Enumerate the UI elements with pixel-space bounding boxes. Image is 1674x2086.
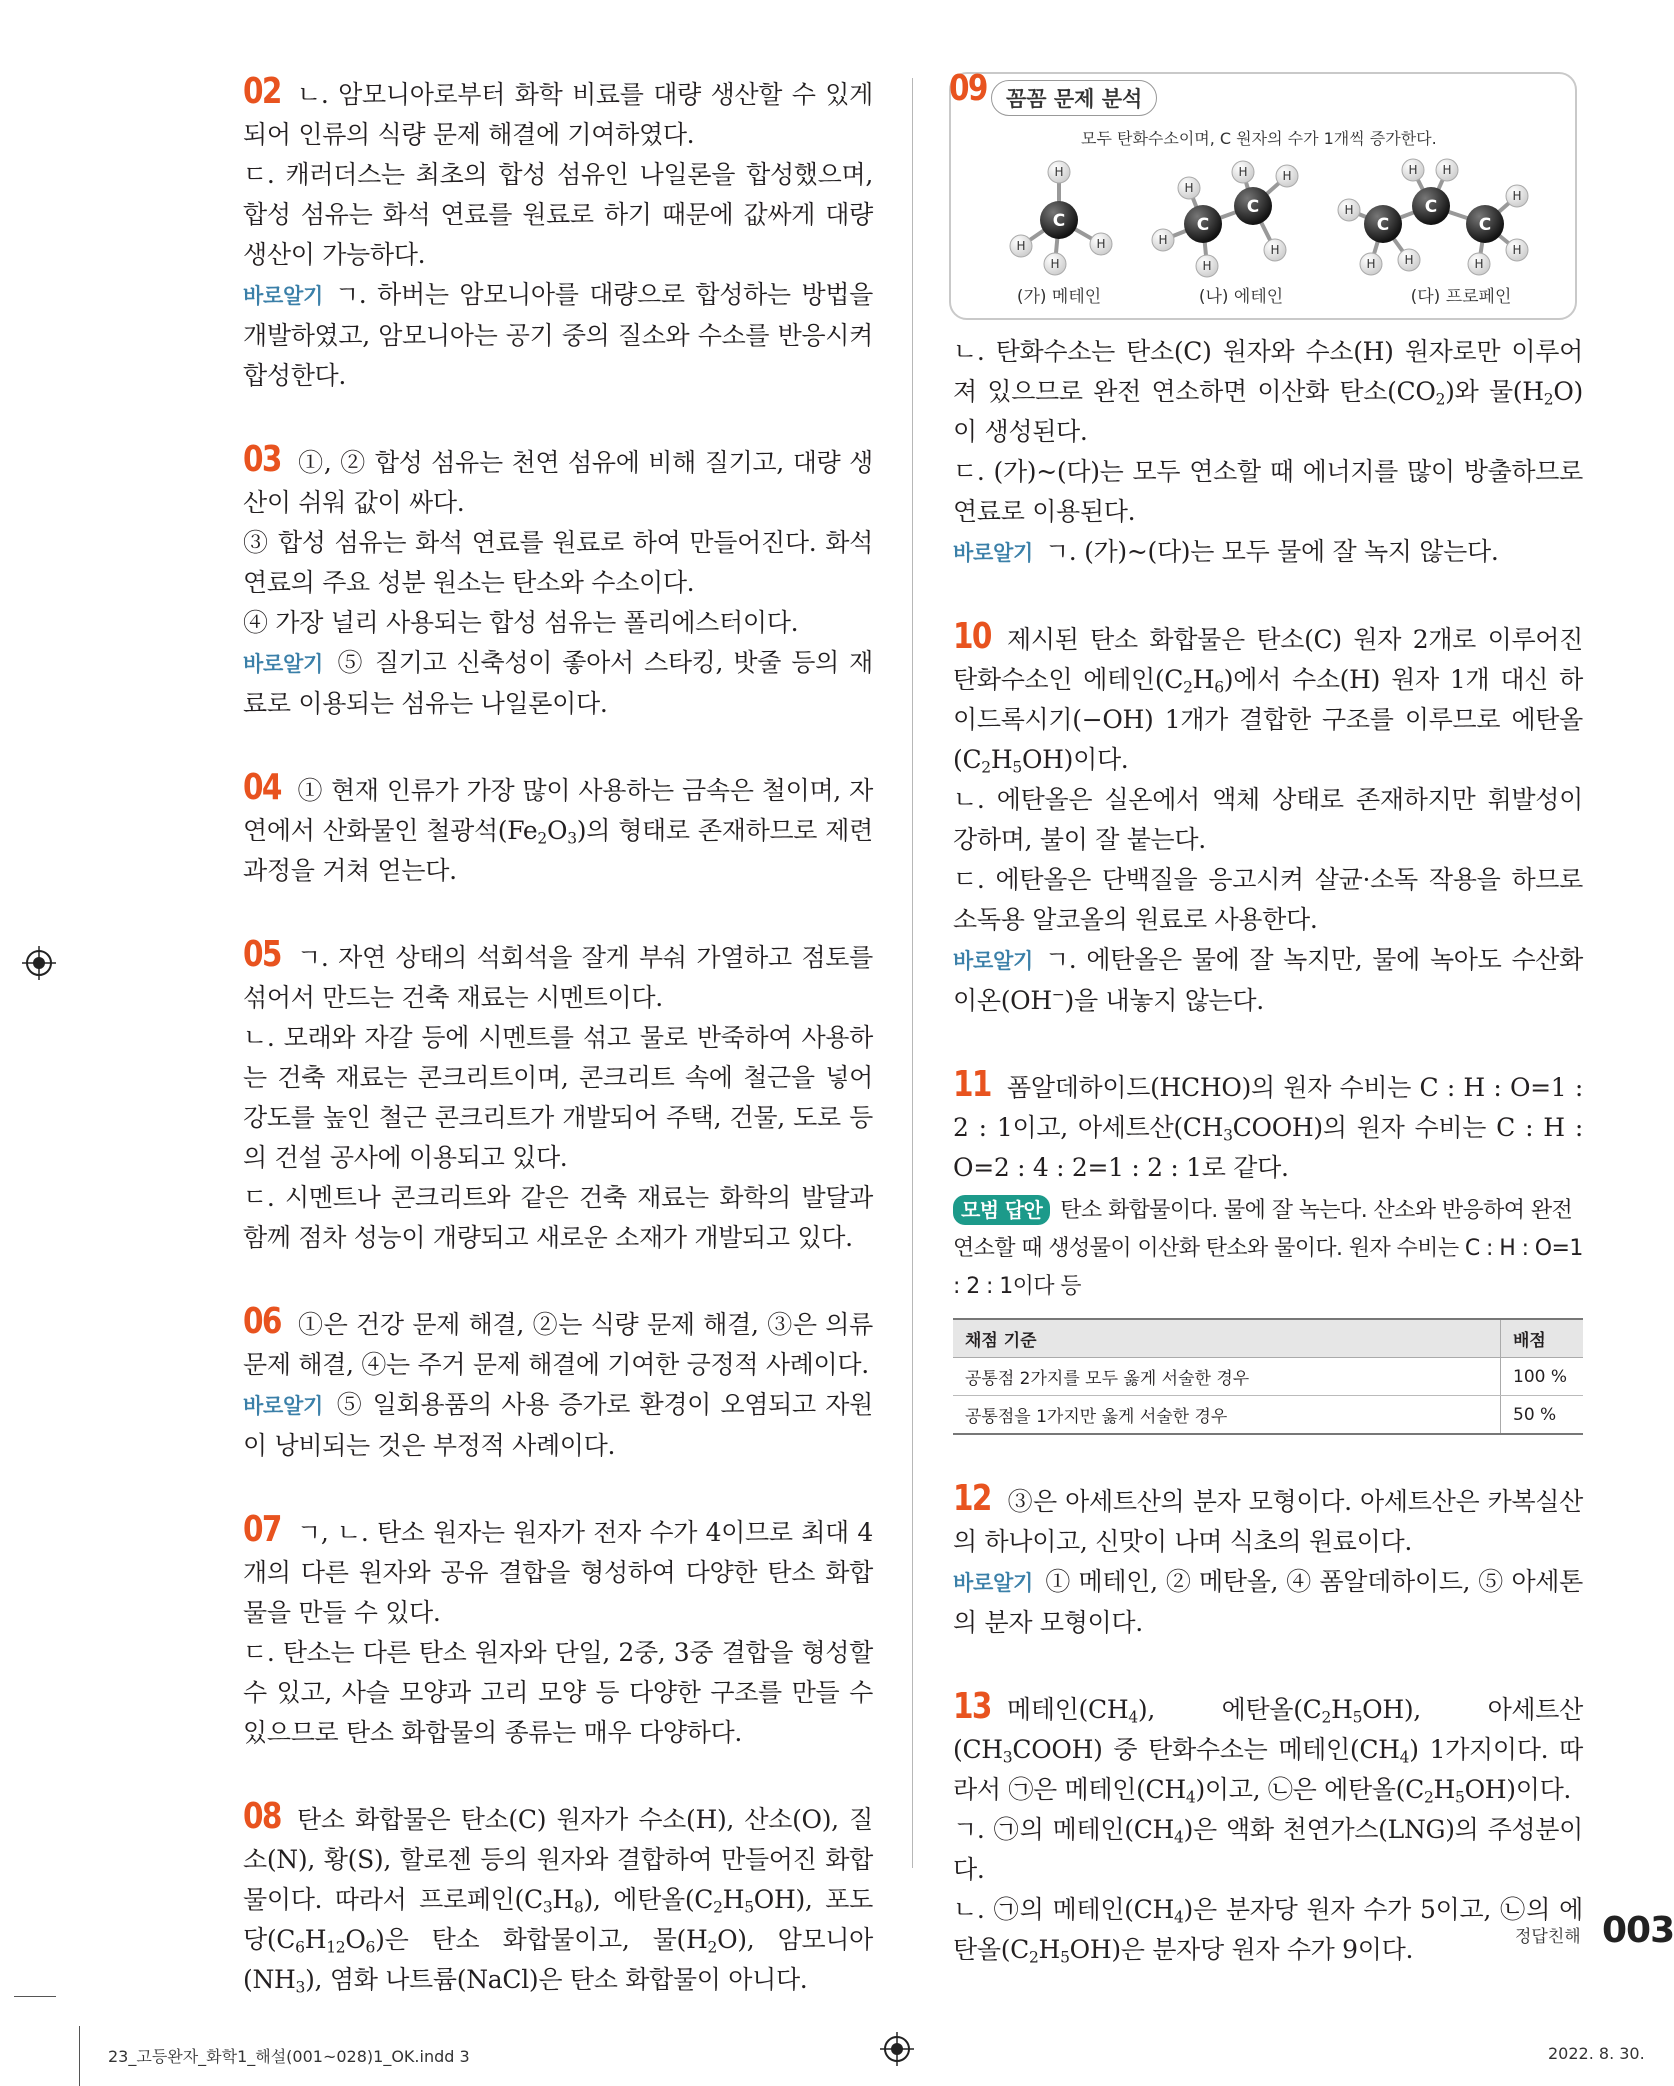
atom-label-h: H — [1202, 259, 1212, 273]
answer-05-line1 — [243, 935, 873, 1018]
answer-text: ㄷ. 탄소는 다른 탄소 원자와 단일, 2중, 3중 결합을 형성할 수 있고, 사슬 모양과 고리 모양 등 다양한 구조를 만들 수 있으므로 탄소 화합물의 종류는 매우 다양하다. — [243, 1638, 873, 1747]
subscript: 3 — [542, 1898, 553, 1917]
molecule-label-methane: (가) 메테인 — [1016, 287, 1102, 307]
answer-text: ㄴ. 암모니아로부터 화학 비료를 대량 생산할 수 있게 되어 인류의 식량 문제 해결에 기여하였다. — [243, 80, 873, 149]
answer-text: ⑤ 일회용품의 사용 증가로 환경이 오염되고 자원이 낭비되는 것은 부정적 사례이다. — [243, 1390, 873, 1460]
question-number: 03 — [243, 439, 281, 480]
molecule-label-ethane: (나) 에테인 — [1198, 287, 1284, 307]
answer-text: OH)은 분자당 원자 수가 9이다. — [1069, 1935, 1414, 1964]
answer-11 — [953, 1065, 1583, 1435]
answer-02-line1 — [243, 72, 873, 155]
subscript: 4 — [1128, 1708, 1138, 1727]
table-cell: 50 % — [1501, 1396, 1584, 1435]
answer-text: ㄱ. (가)~(다)는 모두 물에 잘 녹지 않는다. — [1044, 537, 1499, 566]
answer-13 — [953, 1687, 1583, 1970]
subscript: 3 — [295, 1978, 306, 1997]
question-number: 07 — [243, 1509, 281, 1550]
answer-06-line1 — [243, 1302, 873, 1385]
subscript: 2 — [537, 829, 547, 848]
answer-02 — [243, 72, 873, 396]
subscript: 2 — [1435, 390, 1446, 409]
question-number: 08 — [243, 1796, 281, 1837]
answer-text: H — [1038, 1935, 1061, 1964]
answer-text: )은 탄소 화합물이고, 물(H — [375, 1925, 708, 1954]
subscript: 4 — [1174, 1828, 1184, 1847]
print-file-name: 23_고등완자_화학1_해설(001~028)1_OK.indd 3 — [108, 2047, 470, 2066]
answer-06-correction — [243, 1385, 873, 1466]
answer-text: ⑤ 질기고 신축성이 좋아서 스타킹, 밧줄 등의 재료로 이용되는 섬유는 나일론이다. — [243, 648, 873, 718]
answer-text: O), 암모니아(NH — [243, 1925, 874, 1994]
question-number: 04 — [243, 767, 281, 808]
subscript: 4 — [1173, 1908, 1184, 1927]
answer-text: H — [722, 1885, 745, 1914]
answer-07 — [243, 1510, 873, 1753]
answer-13-line3 — [953, 1890, 1583, 1970]
atom-label-c: C — [1246, 197, 1260, 217]
table-cell: 공통점을 1가지만 옳게 서술한 경우 — [953, 1396, 1501, 1435]
atom-label-h: H — [1238, 165, 1248, 179]
question-number: 13 — [953, 1686, 991, 1727]
answer-text: ㄷ. (가)~(다)는 모두 연소할 때 에너지를 많이 방출하므로 연료로 이용된다. — [953, 457, 1583, 526]
subscript: 3 — [1002, 1748, 1013, 1767]
answer-text: ), 에탄올(C — [583, 1885, 714, 1914]
answer-text: ㄴ. ㉠의 메테인(CH — [953, 1895, 1174, 1924]
table-header: 채점 기준 — [953, 1319, 1501, 1358]
answer-09-line1 — [953, 332, 1583, 452]
subscript: 2 — [981, 758, 991, 777]
subscript: 5 — [1455, 1788, 1465, 1807]
answer-text: ③ 합성 섬유는 화석 연료를 원료로 하여 만들어진다. 화석 연료의 주요 성분 원소는 탄소와 수소이다. — [243, 528, 873, 597]
answer-12-correction — [953, 1562, 1583, 1643]
answer-text: ① 메테인, ② 메탄올, ④ 폼알데하이드, ⑤ 아세톤의 분자 모형이다. — [953, 1567, 1583, 1637]
atom-label-h: H — [1442, 163, 1452, 177]
answer-text: O)이 생성된다. — [953, 377, 1583, 446]
molecule-label-propane: (다) 프로페인 — [1410, 287, 1512, 307]
analysis-note: 모두 탄화수소이며, C 원자의 수가 1개씩 증가한다. — [1081, 129, 1437, 148]
analysis-title: 꼼꼼 문제 분석 — [991, 80, 1157, 116]
answer-10 — [953, 617, 1583, 1021]
answer-04 — [243, 768, 873, 891]
question-number: 11 — [953, 1064, 991, 1105]
atom-label-c: C — [1424, 197, 1438, 217]
answer-text: ㄷ. 시멘트나 콘크리트와 같은 건축 재료는 화학의 발달과 함께 점차 성능이 개량되고 새로운 소재가 개발되고 있다. — [243, 1183, 873, 1252]
table-header-row — [953, 1319, 1583, 1358]
answer-text: ㄱ, ㄴ. 탄소 원자는 원자가 전자 수가 4이므로 최대 4개의 다른 원자와 공유 결합을 형성하여 다양한 탄소 화합물을 만들 수 있다. — [243, 1518, 873, 1627]
answer-text: OH)이다. — [1464, 1775, 1572, 1804]
answer-07-line1 — [243, 1510, 873, 1633]
answer-text: ㄱ. 자연 상태의 석회석을 잘게 부숴 가열하고 점토를 섞어서 만드는 건축 재료는 시멘트이다. — [243, 943, 873, 1012]
superscript: − — [1051, 985, 1065, 1004]
atom-label-h: H — [1158, 233, 1168, 247]
answer-12 — [953, 1479, 1583, 1643]
answer-text: COOH) 중 탄화수소는 메테인(CH — [1012, 1735, 1400, 1764]
answer-text: H — [552, 1885, 574, 1914]
answer-text: )이고, ㉡은 에탄올(C — [1195, 1775, 1424, 1804]
answer-text: ③은 아세트산의 분자 모형이다. 아세트산은 카복실산의 하나이고, 신맛이 나며 식초의 원료이다. — [953, 1487, 1583, 1556]
answer-03-correction — [243, 643, 873, 724]
subscript: 2 — [1028, 1948, 1039, 1967]
atom-label-h: H — [1408, 163, 1418, 177]
answer-08-line1 — [243, 1797, 873, 2000]
table-header: 배점 — [1501, 1319, 1584, 1358]
question-number: 06 — [243, 1301, 281, 1342]
print-date: 2022. 8. 30. — [1548, 2044, 1645, 2063]
answer-text: ㄱ. ㉠의 메테인(CH — [953, 1815, 1175, 1844]
ethane-h-atoms — [1152, 161, 1298, 277]
subscript: 3 — [1223, 1126, 1233, 1145]
table-cell: 100 % — [1501, 1358, 1584, 1396]
answer-10-line1 — [953, 617, 1583, 780]
answer-13-line1 — [953, 1687, 1583, 1810]
answer-text: OH)이다. — [1021, 745, 1129, 774]
subscript: 2 — [1543, 390, 1554, 409]
answer-text: OH), 포도당(C — [243, 1885, 873, 1954]
correction-tag: 바로알기 — [953, 1571, 1033, 1595]
atom-label-h: H — [1054, 165, 1064, 179]
subscript: 6 — [295, 1938, 305, 1957]
answer-text: COOH)의 원자 수비는 C : H : O=2 : 4 : 2=1 : 2 : 1로 같다. — [953, 1113, 1583, 1182]
atom-label-h: H — [1096, 237, 1106, 251]
answer-04-line1 — [243, 768, 873, 891]
registration-mark-icon — [880, 2032, 914, 2066]
answer-text: H — [990, 745, 1013, 774]
atom-label-h: H — [1512, 243, 1522, 257]
subscript: 5 — [744, 1898, 754, 1917]
answer-02-correction — [243, 275, 873, 396]
answer-text: )에서 수소(H) 원자 1개 대신 하이드록시기(−OH) 1개가 결합한 구조를 이루므로 에탄올(C — [953, 665, 1584, 774]
answer-08 — [243, 1797, 873, 2000]
answer-text: H — [1192, 665, 1215, 694]
atom-label-h: H — [1344, 203, 1354, 217]
subscript: 8 — [573, 1898, 584, 1917]
correction-tag: 바로알기 — [243, 1394, 323, 1418]
subscript: 5 — [1352, 1708, 1363, 1727]
answer-text: OH), 아세트산(CH — [953, 1695, 1583, 1764]
answer-03-line1 — [243, 440, 873, 523]
answer-text: O — [546, 816, 568, 845]
right-column — [949, 68, 1584, 2014]
atom-label-h: H — [1016, 239, 1026, 253]
correction-tag: 바로알기 — [243, 284, 323, 308]
subscript: 6 — [365, 1938, 376, 1957]
atom-label-h: H — [1474, 257, 1484, 271]
left-column — [243, 72, 873, 2044]
atom-label-c: C — [1196, 215, 1210, 235]
answer-text: ㄷ. 캐러더스는 최초의 합성 섬유인 나일론을 합성했으며, 합성 섬유는 화석 연료를 원료로 하기 때문에 값싸게 대량 생산이 가능하다. — [243, 160, 873, 269]
correction-tag: 바로알기 — [953, 541, 1033, 565]
answer-text: 메테인(CH — [1007, 1695, 1129, 1724]
answer-text: 탄소 화합물은 탄소(C) 원자가 수소(H), 산소(O), 질소(N), 황(S), 할로젠 등의 원자와 결합하여 만들어진 화합물이다. 따라서 프로페인(C — [243, 1805, 873, 1914]
answer-text: H — [304, 1925, 327, 1954]
question-number: 12 — [953, 1478, 991, 1519]
atom-label-h: H — [1404, 253, 1414, 267]
model-answer-badge: 모범 답안 — [953, 1195, 1050, 1225]
answer-09 — [949, 68, 1583, 573]
answer-text: )와 물(H — [1445, 377, 1544, 406]
answer-text: ①, ② 합성 섬유는 천연 섬유에 비해 질기고, 대량 생산이 쉬워 값이 싸다. — [243, 448, 873, 517]
answer-text: H — [1433, 1775, 1456, 1804]
table-row — [953, 1358, 1583, 1396]
subscript: 2 — [1183, 678, 1193, 697]
answer-text: ) 1가지이다. 따라서 ㉠은 메테인(CH — [953, 1735, 1583, 1804]
subscript: 4 — [1185, 1788, 1196, 1807]
subscript: 3 — [567, 829, 577, 848]
answer-text: 폼알데하이드(HCHO)의 원자 수비는 C : H : O=1 : 2 : 1이고, 아세트산(CH — [953, 1073, 1583, 1142]
correction-tag: 바로알기 — [243, 652, 323, 676]
answer-text: ㄱ. 에탄올은 물에 잘 녹지만, 물에 녹아도 수산화 이온(OH — [953, 945, 1583, 1015]
answer-text: ㄴ. 모래와 자갈 등에 시멘트를 섞고 물로 반죽하여 사용하는 건축 재료는 콘크리트이며, 콘크리트 속에 철근을 넣어 강도를 높인 철근 콘크리트가 개발되어 주택, 건물, 도로 등의 건설 공사에 이용되고 있다. — [243, 1023, 873, 1172]
atom-label-c: C — [1052, 211, 1066, 231]
answer-text: ① 현재 인류가 가장 많이 사용하는 금속은 철이며, 자연에서 산화물인 철광석(Fe — [243, 776, 873, 845]
question-number: 05 — [243, 934, 281, 975]
answer-text: )은 분자당 원자 수가 5이고, ㉡의 에탄올(C — [953, 1895, 1583, 1964]
question-number: 02 — [243, 71, 281, 112]
subscript: 4 — [1399, 1748, 1410, 1767]
atom-label-c: C — [1478, 215, 1492, 235]
question-number: 10 — [953, 616, 991, 657]
answer-text: ㄷ. 에탄올은 단백질을 응고시켜 살균·소독 작용을 하므로 소독용 알코올의 원료로 사용한다. — [953, 865, 1583, 934]
atom-label-h: H — [1512, 189, 1522, 203]
answer-text: O — [345, 1925, 366, 1954]
answer-text: )의 형태로 존재하므로 제련 과정을 거쳐 얻는다. — [243, 816, 873, 885]
answer-text: ㄴ. 에탄올은 실온에서 액체 상태로 존재하지만 휘발성이 강하며, 불이 잘 붙는다. — [953, 785, 1583, 854]
problem-analysis-box — [949, 68, 1577, 320]
answer-09-correction — [953, 532, 1583, 573]
subscript: 2 — [707, 1938, 718, 1957]
answer-text: ), 염화 나트륨(NaCl)은 탄소 화합물이 아니다. — [305, 1965, 808, 1994]
answer-text: ①은 건강 문제 해결, ②는 식량 문제 해결, ③은 의류 문제 해결, ④는 주거 문제 해결에 기여한 긍정적 사례이다. — [243, 1310, 873, 1379]
answer-text: )을 내놓지 않는다. — [1064, 986, 1264, 1015]
table-cell: 공통점 2가지를 모두 옳게 서술한 경우 — [953, 1358, 1501, 1396]
question-number: 09 — [949, 68, 987, 109]
subscript: 2 — [1423, 1788, 1434, 1807]
grading-table — [953, 1318, 1583, 1435]
correction-tag: 바로알기 — [953, 949, 1033, 973]
atom-label-h: H — [1282, 169, 1292, 183]
subscript: 5 — [1012, 758, 1022, 777]
atom-label-c: C — [1376, 215, 1390, 235]
atom-label-h: H — [1366, 257, 1376, 271]
answer-text: H — [1331, 1695, 1353, 1724]
answer-text: ), 에탄올(C — [1137, 1695, 1322, 1724]
footer-label: 정답친해 — [1515, 1927, 1581, 1947]
table-row — [953, 1396, 1583, 1435]
model-answer — [953, 1192, 1583, 1306]
registration-mark-icon — [22, 946, 56, 980]
answer-10-correction — [953, 940, 1583, 1021]
subscript: 5 — [1060, 1948, 1070, 1967]
subscript: 2 — [1321, 1708, 1332, 1727]
model-answer-text: 탄소 화합물이다. 물에 잘 녹는다. 산소와 반응하여 완전 연소할 때 생성물이 이산화 탄소와 물이다. 원자 수비는 C : H : O=1 : 2 : 1이다 등 — [953, 1198, 1583, 1299]
molecule-models — [951, 154, 1575, 318]
answer-text: 제시된 탄소 화합물은 탄소(C) 원자 2개로 이루어진 탄화수소인 에테인(C — [953, 625, 1583, 694]
answer-text: ㄱ. 하버는 암모니아를 대량으로 합성하는 방법을 개발하였고, 암모니아는 공기 중의 질소와 수소를 반응시켜 합성한다. — [243, 280, 873, 390]
crop-mark — [79, 2026, 80, 2086]
subscript: 2 — [713, 1898, 723, 1917]
column-divider — [912, 78, 913, 1868]
answer-05 — [243, 935, 873, 1258]
subscript: 12 — [326, 1938, 346, 1957]
answer-text: ④ 가장 널리 사용되는 합성 섬유는 폴리에스터이다. — [243, 608, 799, 637]
answer-03 — [243, 440, 873, 724]
answer-13-line2 — [953, 1810, 1583, 1890]
atom-label-h: H — [1270, 243, 1280, 257]
page-number: 003 — [1602, 1910, 1674, 1951]
answer-12-line1 — [953, 1479, 1583, 1562]
answer-06 — [243, 1302, 873, 1466]
crop-mark — [14, 1996, 56, 1997]
atom-label-h: H — [1184, 181, 1194, 195]
answer-11-line1 — [953, 1065, 1583, 1188]
atom-label-h: H — [1050, 257, 1060, 271]
subscript: 6 — [1214, 678, 1224, 697]
answer-text: )은 액화 천연가스(LNG)의 주성분이다. — [953, 1815, 1583, 1884]
answer-text: ㄴ. 탄화수소는 탄소(C) 원자와 수소(H) 원자로만 이루어져 있으므로 완전 연소하면 이산화 탄소(CO — [953, 337, 1583, 406]
